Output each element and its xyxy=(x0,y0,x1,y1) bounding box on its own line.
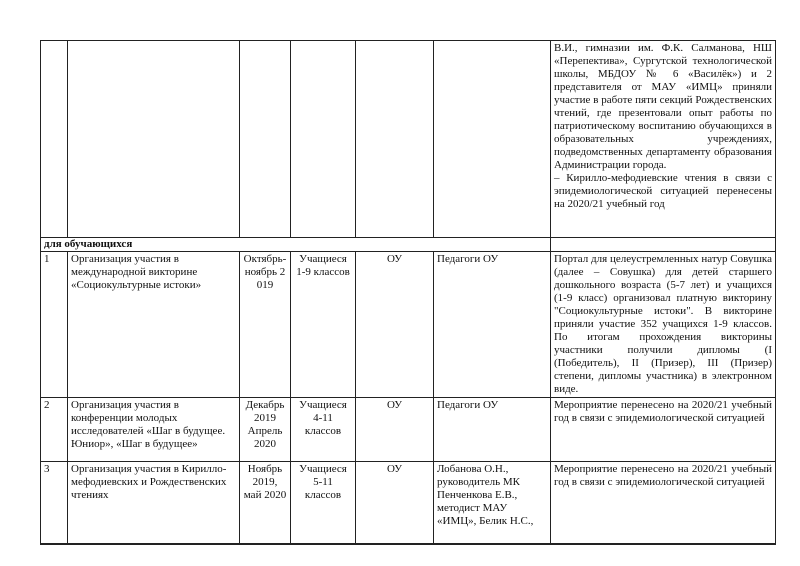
cell-date: Октябрь-ноябрь 2019 xyxy=(240,252,291,398)
cell-place: ОУ xyxy=(356,398,434,462)
plan-table xyxy=(40,40,776,545)
cell-event: Организация участия в международной викторине «Социокультурные истоки» xyxy=(68,252,240,398)
cell-participants xyxy=(291,41,356,238)
cell-responsible: Педагоги ОУ xyxy=(434,252,551,398)
section-title: для обучающихся xyxy=(41,238,551,252)
cell-result xyxy=(551,41,776,238)
cell-participants: Учащиеся 1-9 классов xyxy=(291,252,356,398)
cell-empty xyxy=(551,238,776,252)
cell-responsible xyxy=(434,41,551,238)
cell-result: Мероприятие перенесено на 2020/21 учебный год в связи с эпидемиологической ситуацией xyxy=(551,398,776,462)
cell-result: Портал для целеустремленных натур Совушка (далее – Совушка) для детей старшего дошкольного возраста (5-7 лет) и учащихся (1-9 класс) организовал платную викторину "Социокультурные истоки". В викторине приняли участие 352 учащихся 1-9 классов. По итогам прохождения викторины участники получили дипломы (I (Победитель), II (Призер), III (Призер) степени, дипломы участника) в электронном виде. xyxy=(551,252,776,398)
cell-num xyxy=(41,41,68,238)
cell-place xyxy=(356,41,434,238)
cell-event: Организация участия в Кирилло-мефодиевских и Рождественских чтениях xyxy=(68,462,240,544)
cell-place: ОУ xyxy=(356,252,434,398)
cell-place: ОУ xyxy=(356,462,434,544)
cell-date: Декабрь 2019 Апрель 2020 xyxy=(240,398,291,462)
table-row xyxy=(41,398,776,462)
table-row xyxy=(41,462,776,544)
cell-num: 2 xyxy=(41,398,68,462)
cell-event: Организация участия в конференции молодых исследователей «Шаг в будущее. Юниор», «Шаг в будущее» xyxy=(68,398,240,462)
cell-event xyxy=(68,41,240,238)
result-text: В.И., гимназии им. Ф.К. Салманова, НШ «Перепектива», Сургутской технологической школы, МБДОУ № 6 «Василёк») и 2 представителя от МАУ «ИМЦ» приняли участие в работе пяти секций Рождественских чтений, где презентовали опыт работы по патриотическому воспитанию обучающихся в образовательных учреждениях, подведомственных департаменту образования Администрации города. xyxy=(554,42,772,171)
result-text-2: – Кирилло-мефодиевские чтения в связи с эпидемиологической ситуацией перенесены на 2020/21 учебный год xyxy=(554,172,772,210)
cell-responsible: Педагоги ОУ xyxy=(434,398,551,462)
table-row-continued xyxy=(41,41,776,238)
cell-participants: Учащиеся 4-11 классов xyxy=(291,398,356,462)
section-row xyxy=(41,238,776,252)
table-row xyxy=(41,252,776,398)
cell-date xyxy=(240,41,291,238)
cell-num: 3 xyxy=(41,462,68,544)
cell-date: Ноябрь 2019, май 2020 xyxy=(240,462,291,544)
cell-result: Мероприятие перенесено на 2020/21 учебный год в связи с эпидемиологической ситуацией xyxy=(551,462,776,544)
cell-participants: Учащиеся 5-11 классов xyxy=(291,462,356,544)
cell-num: 1 xyxy=(41,252,68,398)
cell-responsible: Лобанова О.Н., руководитель МК Пенченкова Е.В., методист МАУ «ИМЦ», Белик Н.С., xyxy=(434,462,551,544)
